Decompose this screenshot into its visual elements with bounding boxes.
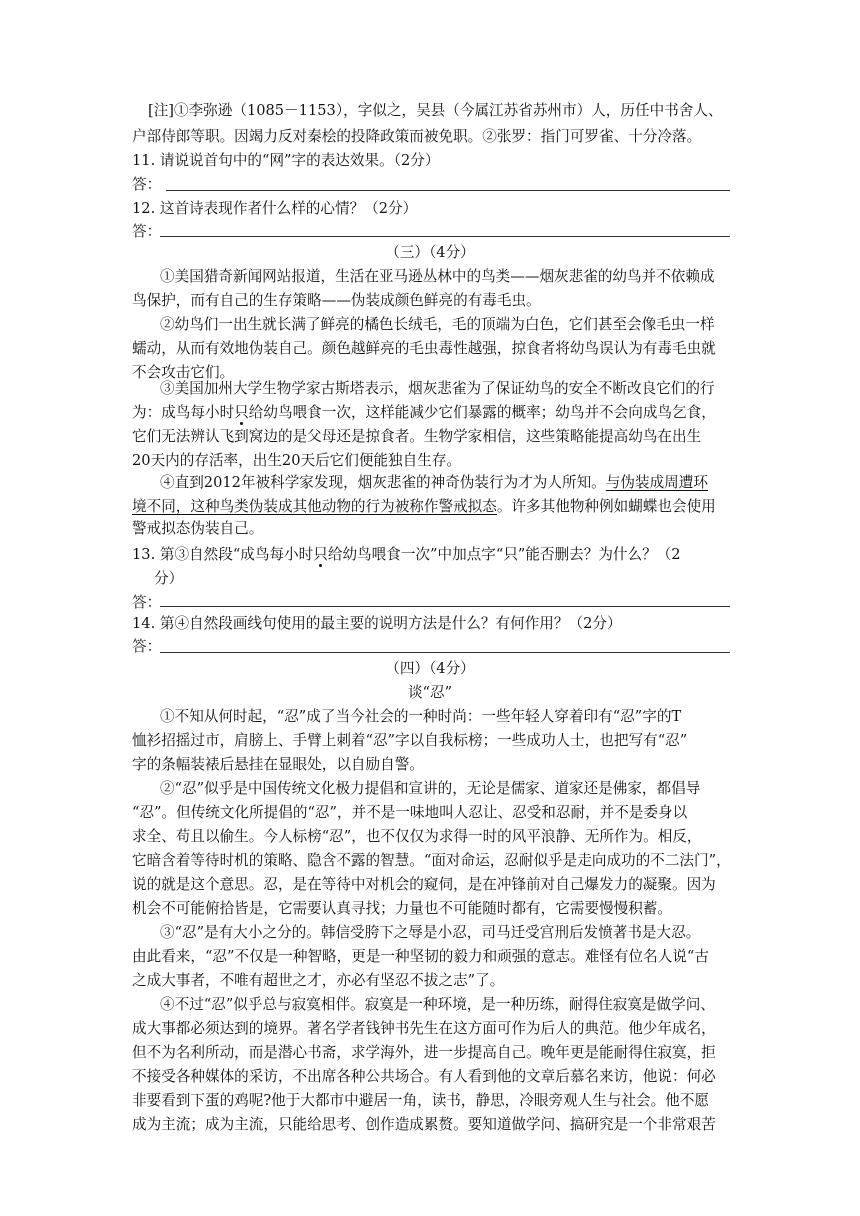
question-13 — [132, 545, 681, 565]
s4-line-12: 之成大事者，不唯有超世之才，亦必有坚忍不拔之志”了。 — [132, 972, 505, 989]
s3-p4-line-2 — [132, 497, 716, 517]
article-title: 谈“忍” — [407, 684, 453, 701]
s3-p3-line-2 — [132, 403, 716, 423]
s4-line-6: 求全、苟且以偷生。今人标榜“忍”，也不仅仅为求得一时的风平浪静、无所作为。相反， — [132, 828, 702, 845]
s3-p2-line-1: ②幼鸟们一出生就长满了鲜亮的橘色长绒毛，毛的顶端为白色，它们甚至会像毛虫一样 — [160, 316, 715, 333]
question-13-b: 给幼鸟喂食一次”中加点字“只”能否删去？为什么？（2 — [327, 546, 681, 563]
s4-line-9: 机会不可能俯拾皆是，它需要认真寻找；力量也不可能随时都有，它需要慢慢积蓄。 — [132, 900, 672, 917]
answer-label-11: 答： — [132, 176, 162, 193]
s4-line-5: “忍”。但传统文化所提倡的“忍”，并不是一味地叫人忍让、忍受和忍耐，并不是委身以 — [132, 804, 688, 821]
s4-line-4: ②“忍”似乎是中国传统文化极力提倡和宣讲的，无论是儒家、道家还是佛家，都倡导 — [160, 780, 701, 797]
underlined-sentence-part-1: 与伪装成周遭环 — [605, 474, 708, 491]
s4-line-15: 但不为名利所动，而是潜心书斋，求学海外，进一步提高自己。晚年更是能耐得住寂寞，拒 — [132, 1044, 716, 1061]
dotted-char: 只 — [313, 546, 328, 563]
section-3-heading: （三）（4分） — [385, 244, 475, 261]
s4-line-14: 成大事都必须达到的境界。著名学者钱钟书先生在这方面可作为后人的典范。他少年成名， — [132, 1020, 716, 1037]
answer-line-13[interactable] — [160, 606, 730, 607]
s3-p3-line-2-a: 为：成鸟每小时 — [132, 404, 235, 421]
s4-line-16: 不接受各种媒体的采访，不出席各种公共场合。有人看到他的文章后慕名来访，他说：何必 — [132, 1068, 716, 1085]
question-14: 14. 第④自然段画线句使用的最主要的说明方法是什么？有何作用？（2分） — [132, 615, 622, 632]
s4-line-13: ④不过“忍”似乎总与寂寞相伴。寂寞是一种环境，是一种历练，耐得住寂寞是做学问、 — [160, 996, 715, 1013]
s3-p3-line-4: 20天内的存活率，出生20天后它们便能独自生存。 — [132, 452, 462, 469]
s3-p4-line-1 — [160, 473, 708, 493]
answer-label-13: 答： — [132, 594, 162, 611]
note-line-1: [注]①李弥逊（1085－1153），字似之，吴县（今属江苏省苏州市）人，历任中书舍人、 — [148, 102, 723, 119]
s4-line-18: 成为主流；成为主流，只能给思考、创作造成累赘。要知道做学问、搞研究是一个非常艰苦 — [132, 1116, 716, 1133]
s4-line-11: 由此看来，“忍”不仅是一种智略，更是一种坚韧的毅力和顽强的意志。难怪有位名人说“古 — [132, 948, 709, 965]
s3-p2-line-2: 蠕动，从而有效地伪装自己。颜色越鲜亮的毛虫毒性越强，掠食者将幼鸟误认为有毒毛虫就 — [132, 340, 716, 357]
dotted-char: 只 — [234, 404, 249, 421]
s4-line-10: ③“忍”是有大小之分的。韩信受胯下之辱是小忍，司马迁受宫刑后发愤著书是大忍。 — [160, 924, 701, 941]
s4-line-2: 恤衫招摇过市，肩膀上、手臂上刺着“忍”字以自我标榜；一些成功人士，也把写有“忍” — [132, 732, 688, 749]
s4-line-17: 非要看到下蛋的鸡呢?他于大都市中避居一角，读书，静思，冷眼旁观人生与社会。他不愿 — [132, 1092, 709, 1109]
s3-p3-line-3: 它们无法辨认飞到窝边的是父母还是掠食者。生物学家相信，这些策略能提高幼鸟在出生 — [132, 428, 702, 445]
s4-line-1: ①不知从何时起，“忍”成了当今社会的一种时尚：一些年轻人穿着印有“忍”字的T — [160, 708, 682, 725]
answer-line-14[interactable] — [160, 652, 730, 653]
answer-line-11[interactable] — [166, 190, 730, 191]
question-13-a: 13. 第③自然段“成鸟每小时 — [132, 546, 314, 563]
s3-p1-line-2: 鸟保护，而有自己的生存策略——伪装成颜色鲜亮的有毒毛虫。 — [132, 292, 541, 309]
s3-p2-line-3: 不会攻击它们。 — [132, 364, 235, 381]
s3-p4-line-3: 警戒拟态伪装自己。 — [132, 520, 264, 537]
note-line-2: 户部侍郎等职。因竭力反对秦桧的投降政策而被免职。②张罗：指门可罗雀、十分冷落。 — [132, 128, 702, 145]
question-11: 11. 请说说首句中的“网”字的表达效果。（2分） — [132, 152, 440, 169]
s3-p4-line-2-b: 。许多其他物种例如蝴蝶也会使用 — [496, 498, 716, 515]
question-12: 12. 这首诗表现作者什么样的心情？（2分） — [132, 200, 418, 217]
s3-p3-line-1: ③美国加州大学生物学家古斯塔表示，烟灰悲雀为了保证幼鸟的安全不断改良它们的行 — [160, 380, 715, 397]
answer-line-12[interactable] — [160, 236, 730, 237]
s4-line-8: 说的就是这个意思。忍，是在等待中对机会的窥伺，是在冲锋前对自己爆发力的凝聚。因为 — [132, 876, 716, 893]
underlined-sentence-part-2: 境不同，这种鸟类伪装成其他动物的行为被称作警戒拟态 — [132, 498, 497, 515]
answer-label-14: 答： — [132, 638, 162, 655]
section-4-heading: （四）（4分） — [385, 660, 475, 677]
s4-line-7: 它暗含着等待时机的策略、隐含不露的智慧。“面对命运，忍耐似乎是走向成功的不二法门”， — [132, 852, 731, 869]
answer-label-12: 答： — [132, 223, 162, 240]
s4-line-3: 字的条幅装裱后悬挂在显眼处，以自励自警。 — [132, 756, 424, 773]
s3-p1-line-1: ①美国猎奇新闻网站报道，生活在亚马逊丛林中的鸟类——烟灰悲雀的幼鸟并不依赖成 — [160, 268, 715, 285]
s3-p4-line-1-a: ④直到2012年被科学家发现，烟灰悲雀的神奇伪装行为才为人所知。 — [160, 474, 606, 491]
s3-p3-line-2-b: 给幼鸟喂食一次，这样能减少它们暴露的概率；幼鸟并不会向成鸟乞食， — [248, 404, 716, 421]
question-13-cont: 分） — [154, 570, 184, 587]
